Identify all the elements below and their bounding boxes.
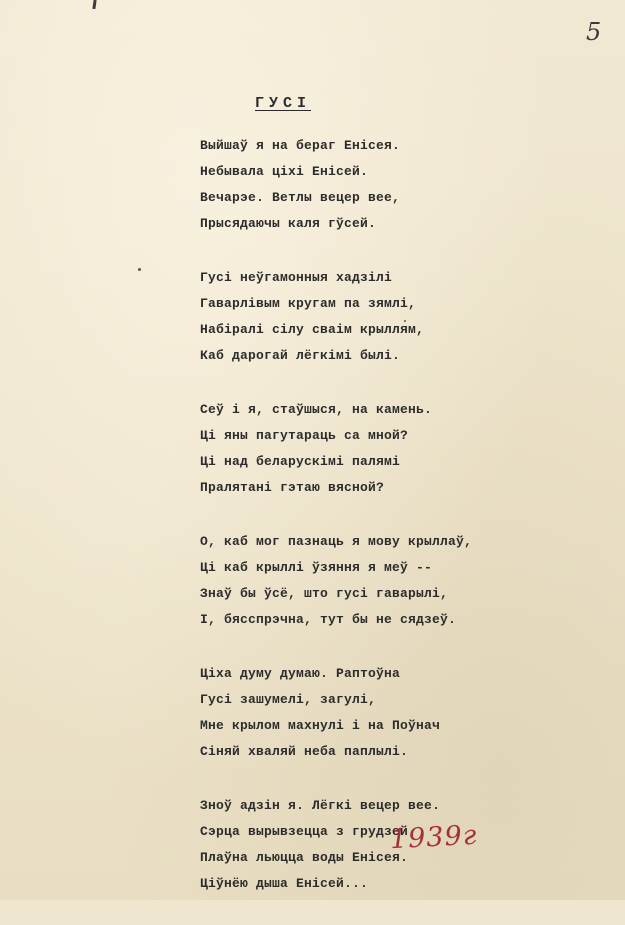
poem-line: О, каб мог пазнаць я мову крыллаў, xyxy=(200,534,473,549)
poem-line: Каб дарогай лёгкімі былі. xyxy=(200,348,401,363)
poem-line: Ці яны пагутараць са мной? xyxy=(200,428,409,443)
ink-speck xyxy=(404,320,406,322)
poem-line: Прысядаючы каля гўсей. xyxy=(200,216,377,231)
poem-line: Зноў адзін я. Лёгкі вецер вее. xyxy=(200,798,441,813)
poem-line: Знаў бы ўсё, што гусі гаварылі, xyxy=(200,586,449,601)
poem-line: Плаўна льюцца воды Енісея. xyxy=(200,850,409,865)
poem-line: Ціха думу думаю. Раптоўна xyxy=(200,666,401,681)
poem-line: Сэрца вырывзецца з грудзей. xyxy=(200,824,417,839)
handwritten-year: 1939г xyxy=(389,819,479,856)
page-number: 5 xyxy=(586,18,602,46)
corner-ink-mark xyxy=(92,0,96,9)
poem-title: ГУСІ xyxy=(255,95,312,112)
poem-line: Небывала ціхі Енісей. xyxy=(200,164,369,179)
poem-line: Выйшаў я на бераг Енісея. xyxy=(200,138,401,153)
poem-line: І, бясспрэчна, тут бы не сядзеў. xyxy=(200,612,457,627)
poem-line: Вечарэе. Ветлы вецер вее, xyxy=(200,190,401,205)
stanza-2 xyxy=(200,265,610,369)
poem-line: Пралятані гэтаю вясной? xyxy=(200,480,385,495)
poem-line: Ціўнёю дыша Енісей... xyxy=(200,876,369,891)
poem-body xyxy=(200,133,610,925)
poem-line: Ці каб крыллі ўзяння я меў -- xyxy=(200,560,433,575)
poem-line: Сеў і я, стаўшыся, на камень. xyxy=(200,402,433,417)
stanza-4 xyxy=(200,529,610,633)
poem-line: Гаварлівым кругам па зямлі, xyxy=(200,296,417,311)
poem-line: Гусі зашумелі, загулі, xyxy=(200,692,377,707)
stanza-1 xyxy=(200,133,610,237)
ink-speck xyxy=(138,268,141,271)
stanza-3 xyxy=(200,397,610,501)
poem-line: Набіралі сілу сваім крыллям, xyxy=(200,322,425,337)
poem-line: Ці над беларускімі палямі xyxy=(200,454,401,469)
poem-line: Сіняй хваляй неба паплылі. xyxy=(200,744,409,759)
poem-line: Гусі неўгамонныя хадзілі xyxy=(200,270,393,285)
poem-line: Мне крылом махнулі і на Поўнач xyxy=(200,718,441,733)
stanza-5 xyxy=(200,661,610,765)
